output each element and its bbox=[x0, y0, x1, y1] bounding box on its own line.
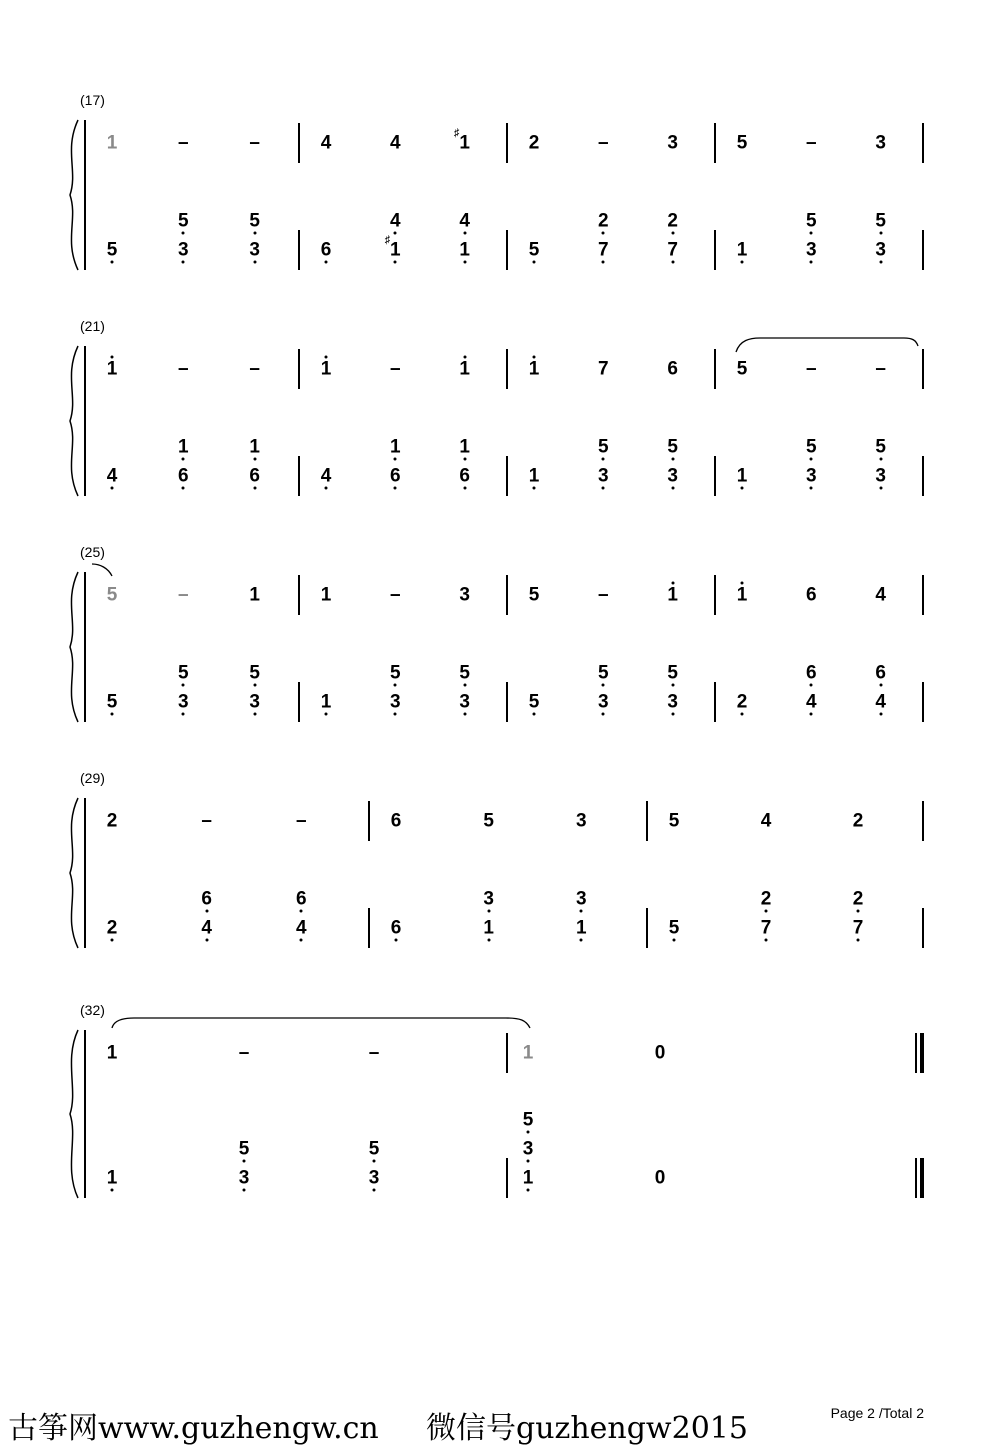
bass-note: 3 bbox=[483, 888, 494, 910]
system-left-barline bbox=[84, 120, 86, 270]
low-octave-dot bbox=[182, 684, 185, 687]
bass-note: 7 bbox=[598, 239, 609, 261]
low-octave-dot bbox=[671, 232, 674, 235]
bass-note: 4 bbox=[296, 917, 307, 939]
low-octave-dot bbox=[182, 458, 185, 461]
low-octave-dot bbox=[580, 910, 583, 913]
low-octave-dot bbox=[671, 261, 674, 264]
bass-note: 5 bbox=[178, 210, 189, 232]
measure-number: (32) bbox=[80, 1002, 105, 1018]
low-octave-dot bbox=[463, 261, 466, 264]
low-octave-dot bbox=[487, 939, 490, 942]
low-octave-dot bbox=[580, 939, 583, 942]
barline bbox=[922, 123, 924, 163]
system-left-barline bbox=[84, 346, 86, 496]
treble-note: 1 bbox=[106, 132, 118, 154]
low-octave-dot bbox=[111, 261, 114, 264]
bass-note: 2 bbox=[760, 888, 772, 910]
bass-note: 5 bbox=[875, 436, 886, 458]
bass-note: 5 bbox=[459, 662, 470, 684]
bass-note: 3 bbox=[576, 888, 587, 910]
bass-note: 6 bbox=[459, 465, 470, 487]
sustain-dash: – bbox=[390, 358, 401, 380]
treble-note: 3 bbox=[459, 584, 470, 606]
bass-note: 3 bbox=[459, 691, 470, 713]
treble-note: 6 bbox=[806, 584, 817, 606]
barline bbox=[506, 123, 508, 163]
treble-note: 6 bbox=[667, 358, 678, 380]
bass-note: 3 bbox=[598, 465, 609, 487]
bass-note: 3 bbox=[390, 691, 401, 713]
bass-note: 5 bbox=[667, 436, 678, 458]
treble-note: 4 bbox=[390, 132, 401, 154]
sustain-dash: – bbox=[368, 1042, 380, 1064]
low-octave-dot bbox=[463, 684, 466, 687]
bass-note: 3 bbox=[806, 239, 817, 261]
low-octave-dot bbox=[325, 487, 328, 490]
page-footer bbox=[8, 1395, 992, 1445]
wechat-watermark: 微信号guzhengw2015 bbox=[426, 1411, 748, 1446]
barline bbox=[922, 575, 924, 615]
low-octave-dot bbox=[810, 232, 813, 235]
barline bbox=[298, 123, 300, 163]
low-octave-dot bbox=[533, 713, 536, 716]
sustain-dash: – bbox=[875, 358, 886, 380]
barline bbox=[714, 349, 716, 389]
low-octave-dot bbox=[182, 232, 185, 235]
bass-note: 4 bbox=[875, 691, 886, 713]
system-left-barline bbox=[84, 798, 86, 948]
low-octave-dot bbox=[527, 1189, 530, 1192]
treble-note: 3 bbox=[667, 132, 678, 154]
barline bbox=[922, 349, 924, 389]
bass-note: 1 bbox=[528, 465, 540, 487]
sustain-dash: – bbox=[249, 132, 260, 154]
low-octave-dot bbox=[810, 684, 813, 687]
treble-note: 1 bbox=[667, 584, 678, 606]
bass-note: 6 bbox=[249, 465, 260, 487]
low-octave-dot bbox=[253, 684, 256, 687]
low-octave-dot bbox=[243, 1160, 246, 1163]
measure-number: (21) bbox=[80, 318, 105, 334]
bass-note: 1 bbox=[576, 917, 587, 939]
bass-note: 3 bbox=[178, 691, 189, 713]
low-octave-dot bbox=[182, 713, 185, 716]
low-octave-dot bbox=[765, 939, 768, 942]
low-octave-dot bbox=[810, 458, 813, 461]
low-octave-dot bbox=[111, 487, 114, 490]
low-octave-dot bbox=[602, 487, 605, 490]
low-octave-dot bbox=[533, 487, 536, 490]
treble-note: 1 bbox=[106, 358, 118, 380]
treble-note: 1 bbox=[459, 132, 470, 154]
low-octave-dot bbox=[395, 939, 398, 942]
low-octave-dot bbox=[325, 261, 328, 264]
low-octave-dot bbox=[533, 261, 536, 264]
bass-note: 7 bbox=[852, 917, 864, 939]
bass-note: 1 bbox=[320, 691, 332, 713]
treble-note: 5 bbox=[736, 132, 748, 154]
low-octave-dot bbox=[300, 939, 303, 942]
low-octave-dot bbox=[253, 487, 256, 490]
barline bbox=[922, 801, 924, 841]
high-octave-dot bbox=[533, 356, 536, 359]
low-octave-dot bbox=[810, 261, 813, 264]
bass-note: 5 bbox=[390, 662, 401, 684]
tie-arc bbox=[736, 338, 918, 352]
bass-note: 5 bbox=[668, 917, 680, 939]
low-octave-dot bbox=[373, 1160, 376, 1163]
treble-note: 4 bbox=[760, 810, 772, 832]
measure-number: (29) bbox=[80, 770, 105, 786]
bass-note: 3 bbox=[875, 465, 886, 487]
bass-note: 5 bbox=[528, 239, 540, 261]
sustain-dash: – bbox=[598, 584, 609, 606]
bass-note: 3 bbox=[238, 1167, 250, 1189]
bass-note: 4 bbox=[459, 210, 470, 232]
bass-note: 4 bbox=[390, 210, 401, 232]
bass-note: 4 bbox=[806, 691, 817, 713]
bass-note: 5 bbox=[238, 1138, 250, 1160]
bass-note: 6 bbox=[178, 465, 189, 487]
treble-note: 5 bbox=[106, 584, 118, 606]
low-octave-dot bbox=[394, 261, 397, 264]
system-brace bbox=[70, 346, 78, 496]
barline bbox=[506, 230, 508, 270]
bass-note: 3 bbox=[667, 465, 678, 487]
low-octave-dot bbox=[671, 713, 674, 716]
high-octave-dot bbox=[741, 582, 744, 585]
treble-note: 3 bbox=[875, 132, 886, 154]
low-octave-dot bbox=[810, 713, 813, 716]
low-octave-dot bbox=[741, 713, 744, 716]
barline bbox=[506, 575, 508, 615]
low-octave-dot bbox=[602, 458, 605, 461]
bass-note: 3 bbox=[806, 465, 817, 487]
treble-note: 0 bbox=[654, 1042, 666, 1064]
sustain-dash: – bbox=[249, 358, 260, 380]
low-octave-dot bbox=[394, 458, 397, 461]
barline bbox=[922, 908, 924, 948]
treble-note: 1 bbox=[522, 1042, 534, 1064]
bass-note: 5 bbox=[875, 210, 886, 232]
barline bbox=[298, 575, 300, 615]
bass-note: 5 bbox=[249, 210, 260, 232]
barline bbox=[368, 908, 370, 948]
treble-note: 1 bbox=[320, 584, 332, 606]
bass-note: 5 bbox=[667, 662, 678, 684]
low-octave-dot bbox=[879, 232, 882, 235]
treble-note: 1 bbox=[459, 358, 470, 380]
low-octave-dot bbox=[205, 939, 208, 942]
low-octave-dot bbox=[673, 939, 676, 942]
low-octave-dot bbox=[111, 939, 114, 942]
bass-note: 6 bbox=[806, 662, 817, 684]
barline bbox=[298, 230, 300, 270]
bass-note: 5 bbox=[178, 662, 189, 684]
treble-note: 2 bbox=[528, 132, 540, 154]
low-octave-dot bbox=[253, 713, 256, 716]
bass-note: 1 bbox=[249, 436, 260, 458]
bass-note: 5 bbox=[368, 1138, 380, 1160]
low-octave-dot bbox=[463, 458, 466, 461]
sustain-dash: – bbox=[390, 584, 401, 606]
low-octave-dot bbox=[857, 910, 860, 913]
barline bbox=[714, 456, 716, 496]
bass-note: 1 bbox=[736, 465, 748, 487]
bass-note: 3 bbox=[249, 691, 260, 713]
tie-arc bbox=[112, 1018, 530, 1028]
low-octave-dot bbox=[879, 487, 882, 490]
sustain-dash: – bbox=[201, 810, 212, 832]
system-left-barline bbox=[84, 1030, 86, 1198]
bass-note: 2 bbox=[106, 917, 118, 939]
final-barline-thin bbox=[915, 1158, 917, 1198]
barline bbox=[506, 349, 508, 389]
barline bbox=[298, 456, 300, 496]
sustain-dash: – bbox=[178, 132, 189, 154]
bass-note: 5 bbox=[106, 239, 118, 261]
low-octave-dot bbox=[602, 232, 605, 235]
high-octave-dot bbox=[463, 356, 466, 359]
bass-note: 1 bbox=[459, 239, 470, 261]
bass-note: 4 bbox=[320, 465, 332, 487]
treble-note: 6 bbox=[390, 810, 402, 832]
final-barline bbox=[920, 1033, 924, 1073]
bass-note: 5 bbox=[598, 436, 609, 458]
low-octave-dot bbox=[111, 713, 114, 716]
bass-note: 3 bbox=[522, 1138, 534, 1160]
bass-note: 3 bbox=[667, 691, 678, 713]
bass-note: 3 bbox=[178, 239, 189, 261]
bass-note: 5 bbox=[598, 662, 609, 684]
barline bbox=[714, 230, 716, 270]
sustain-dash: – bbox=[296, 810, 307, 832]
barline bbox=[714, 682, 716, 722]
low-octave-dot bbox=[741, 261, 744, 264]
bass-note: 1 bbox=[106, 1167, 118, 1189]
page-indicator: Page 2 /Total 2 bbox=[830, 1405, 924, 1421]
low-octave-dot bbox=[671, 458, 674, 461]
bass-note: 3 bbox=[598, 691, 609, 713]
bass-note: 3 bbox=[368, 1167, 380, 1189]
system-brace bbox=[70, 572, 78, 722]
barline bbox=[506, 1033, 508, 1073]
final-barline bbox=[920, 1158, 924, 1198]
treble-note: 5 bbox=[528, 584, 540, 606]
high-octave-dot bbox=[111, 356, 114, 359]
bass-note: 7 bbox=[760, 917, 772, 939]
barline bbox=[298, 682, 300, 722]
low-octave-dot bbox=[463, 713, 466, 716]
bass-note: 1 bbox=[483, 917, 494, 939]
barline bbox=[298, 349, 300, 389]
low-octave-dot bbox=[879, 261, 882, 264]
barline bbox=[368, 801, 370, 841]
final-barline-thin bbox=[915, 1033, 917, 1073]
treble-note: 1 bbox=[736, 584, 748, 606]
treble-note: 7 bbox=[598, 358, 609, 380]
low-octave-dot bbox=[602, 713, 605, 716]
low-octave-dot bbox=[671, 684, 674, 687]
low-octave-dot bbox=[253, 261, 256, 264]
low-octave-dot bbox=[373, 1189, 376, 1192]
bass-note: 2 bbox=[667, 210, 678, 232]
bass-note: 3 bbox=[875, 239, 886, 261]
treble-note: 2 bbox=[852, 810, 864, 832]
bass-note: 1 bbox=[390, 239, 401, 261]
low-octave-dot bbox=[111, 1189, 114, 1192]
bass-note: 6 bbox=[201, 888, 212, 910]
site-watermark: 古筝网www.guzhengw.cn bbox=[8, 1411, 379, 1446]
low-octave-dot bbox=[671, 487, 674, 490]
bass-note: 4 bbox=[201, 917, 212, 939]
sharp-accidental: ♯ bbox=[453, 127, 460, 139]
barline bbox=[646, 908, 648, 948]
bass-note: 5 bbox=[528, 691, 540, 713]
bass-note: 6 bbox=[390, 917, 402, 939]
low-octave-dot bbox=[463, 487, 466, 490]
low-octave-dot bbox=[182, 261, 185, 264]
low-octave-dot bbox=[527, 1160, 530, 1163]
measure-number: (25) bbox=[80, 544, 105, 560]
barline bbox=[714, 575, 716, 615]
barline bbox=[506, 682, 508, 722]
low-octave-dot bbox=[741, 487, 744, 490]
low-octave-dot bbox=[182, 487, 185, 490]
system-brace bbox=[70, 120, 78, 270]
low-octave-dot bbox=[879, 713, 882, 716]
bass-note: 1 bbox=[178, 436, 189, 458]
treble-note: 1 bbox=[249, 584, 260, 606]
low-octave-dot bbox=[857, 939, 860, 942]
system-left-barline bbox=[84, 572, 86, 722]
sustain-dash: – bbox=[598, 132, 609, 154]
barline bbox=[646, 801, 648, 841]
bass-note: 1 bbox=[736, 239, 748, 261]
bass-note: 6 bbox=[320, 239, 332, 261]
treble-note: 4 bbox=[320, 132, 332, 154]
bass-note: 1 bbox=[459, 436, 470, 458]
system-brace bbox=[70, 798, 78, 948]
low-octave-dot bbox=[810, 487, 813, 490]
high-octave-dot bbox=[671, 582, 674, 585]
high-octave-dot bbox=[325, 356, 328, 359]
low-octave-dot bbox=[487, 910, 490, 913]
treble-note: 1 bbox=[320, 358, 332, 380]
system-brace bbox=[70, 1030, 78, 1198]
barline bbox=[922, 230, 924, 270]
low-octave-dot bbox=[602, 684, 605, 687]
bass-note: 6 bbox=[875, 662, 886, 684]
tie-arc bbox=[92, 564, 112, 576]
measure-number: (17) bbox=[80, 92, 105, 108]
treble-note: 1 bbox=[106, 1042, 118, 1064]
low-octave-dot bbox=[253, 232, 256, 235]
bass-note: 5 bbox=[106, 691, 118, 713]
low-octave-dot bbox=[394, 487, 397, 490]
treble-note: 5 bbox=[668, 810, 680, 832]
low-octave-dot bbox=[253, 458, 256, 461]
barline bbox=[922, 456, 924, 496]
bass-note: 5 bbox=[806, 210, 817, 232]
low-octave-dot bbox=[527, 1131, 530, 1134]
sustain-dash: – bbox=[178, 584, 189, 606]
sustain-dash: – bbox=[238, 1042, 250, 1064]
sharp-accidental: ♯ bbox=[384, 234, 391, 246]
bass-note: 6 bbox=[390, 465, 401, 487]
bass-note: 4 bbox=[106, 465, 118, 487]
sustain-dash: – bbox=[178, 358, 189, 380]
low-octave-dot bbox=[394, 684, 397, 687]
low-octave-dot bbox=[879, 458, 882, 461]
treble-note: 5 bbox=[736, 358, 748, 380]
bass-note: 5 bbox=[522, 1109, 534, 1131]
barline bbox=[714, 123, 716, 163]
bass-note: 0 bbox=[654, 1167, 666, 1189]
treble-note: 1 bbox=[528, 358, 540, 380]
low-octave-dot bbox=[602, 261, 605, 264]
treble-note: 5 bbox=[483, 810, 494, 832]
low-octave-dot bbox=[394, 232, 397, 235]
low-octave-dot bbox=[325, 713, 328, 716]
treble-note: 2 bbox=[106, 810, 118, 832]
barline bbox=[506, 456, 508, 496]
sustain-dash: – bbox=[806, 358, 817, 380]
low-octave-dot bbox=[765, 910, 768, 913]
sustain-dash: – bbox=[806, 132, 817, 154]
bass-note: 5 bbox=[806, 436, 817, 458]
low-octave-dot bbox=[205, 910, 208, 913]
low-octave-dot bbox=[463, 232, 466, 235]
bass-note: 2 bbox=[852, 888, 864, 910]
low-octave-dot bbox=[300, 910, 303, 913]
bass-note: 5 bbox=[249, 662, 260, 684]
bass-note: 3 bbox=[249, 239, 260, 261]
treble-note: 3 bbox=[576, 810, 587, 832]
low-octave-dot bbox=[879, 684, 882, 687]
bass-note: 6 bbox=[296, 888, 307, 910]
barline bbox=[506, 1158, 508, 1198]
bass-note: 2 bbox=[598, 210, 609, 232]
barline bbox=[922, 682, 924, 722]
bass-note: 7 bbox=[667, 239, 678, 261]
bass-note: 2 bbox=[736, 691, 748, 713]
bass-note: 1 bbox=[390, 436, 401, 458]
treble-note: 4 bbox=[875, 584, 886, 606]
bass-note: 1 bbox=[522, 1167, 534, 1189]
low-octave-dot bbox=[243, 1189, 246, 1192]
low-octave-dot bbox=[394, 713, 397, 716]
